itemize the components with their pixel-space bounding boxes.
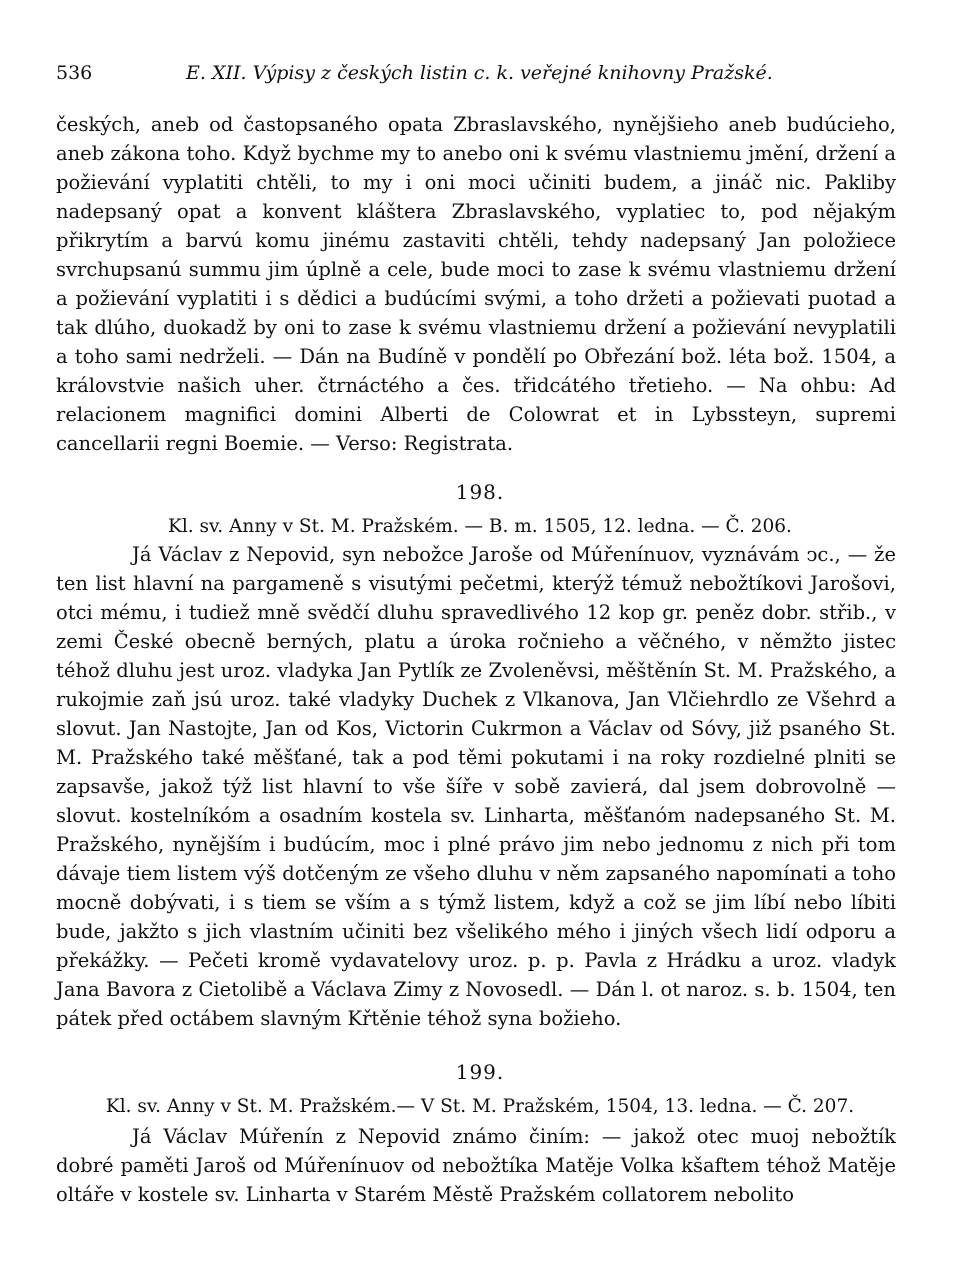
document-text-199: Já Václav Múřenín z Nepovid známo činím: — jakož otec muoj nebožtík dobré paměti Jaroš od Múřenínuov od nebožtíka Matěje Volka kšaftem téhož Matěje oltáře v kostele sv. Linharta v Starém Městě Pražském collatorem nebolito	[56, 1125, 896, 1206]
continuation-paragraph: českých, aneb od častopsaného opata Zbraslavského, nynějšieho aneb budúcieho, aneb zákona toho. Když bychme my to anebo oni k svému vlastniemu jmění, držení a požievání vyplatiti chtěli, to my i oni moci učiniti budem, a jináč nic. Pakliby nadepsaný opat a konvent kláštera Zbraslavského, vyplatiec to, pod nějakým přikrytím a barvú komu jinému zastaviti chtěli, tehdy nadepsaný Jan položiece svrchupsanú summu jim úplně a cele, bude moci to zase k svému vlastniemu držení a požievání vyplatiti i s dědici a budúcími svými, a toho držeti a požievati puotad a tak dlúho, duokadž by oni to zase k svému vlastniemu držení a požievání nevyplatili a toho sami nedrželi. — Dán na Budíně v pondělí po Obřezání bož. léta bož. 1504, a královstvie našich uher. čtrnáctého a čes. třidcátého třetieho. — Na ohbu: Ad relacionem magnifici domini Alberti de Colowrat et in Lybssteyn, supremi cancellarii regni Boemie. — Verso: Registrata.	[56, 113, 896, 455]
document-source-199: Kl. sv. Anny v St. M. Pražském.— V St. M. Pražském, 1504, 13. ledna. — Č. 207.	[105, 1096, 855, 1117]
page-number: 536	[56, 62, 93, 84]
document-number-198: 198.	[455, 480, 505, 504]
running-title: E. XII. Výpisy z českých listin c. k. veřejné knihovny Pražské.	[186, 62, 773, 84]
document-text-198: Já Václav z Nepovid, syn nebožce Jaroše od Múřenínuov, vyznávám ↄc., — že ten list hlavní na pargameně s visutými pečetmi, kterýž témuž nebožtíkovi Jarošovi, otci mému, i tudiež mně svědčí dluhu spravedlivého 12 kop gr. peněz dobr. střib., v zemi České obecně berných, platu a úroka ročnieho a věčného, v němžto jistec téhož dluhu jest uroz. vladyka Jan Pytlík ze Zvoleněvsi, měštěnín St. M. Pražského, a rukojmie zaň jsú uroz. také vladyky Duchek z Vlkanova, Jan Vlčiehrdlo ze Všehrd a slovut. Jan Nastojte, Jan od Kos, Victorin Cukrmon a Václav od Sóvy, již psaného St. M. Pražského také měšťané, tak a pod těmi pokutami i na roky rozdielné plniti se zapsavše, jakož týž list hlavní to vše šíře v sobě zavierá, dal jsem dobrovolně — slovut. kostelníkóm a osadním kostela sv. Linharta, měšťanóm nadepsaného St. M. Pražského, nynějším i budúcím, moc i plné právo jim nebo jednomu z nich při tom dávaje tiem listem výš dotčeným ze všeho dluhu v něm zapsaného napomínati a toho mocně dobývati, i s tiem se vším a s týmž listem, když a což se jim líbí nebo líbiti bude, jakžto s jich vlastním učiniti bez všelikého mého i jiných všech lidí odporu a překážky. — Pečeti kromě vydavatelovy uroz. p. p. Pavla z Hrádku a uroz. vladyk Jana Bavora z Cietolibě a Václava Zimy z Novosedl. — Dán l. ot naroz. s. b. 1504, ten pátek před octábem slavným Křtěnie téhož syna božieho.	[56, 543, 896, 1030]
document-source-198: Kl. sv. Anny v St. M. Pražském. — B. m. 1505, 12. ledna. — Č. 206.	[168, 516, 792, 537]
page-header	[56, 62, 896, 90]
document-number-199: 199.	[455, 1060, 505, 1084]
